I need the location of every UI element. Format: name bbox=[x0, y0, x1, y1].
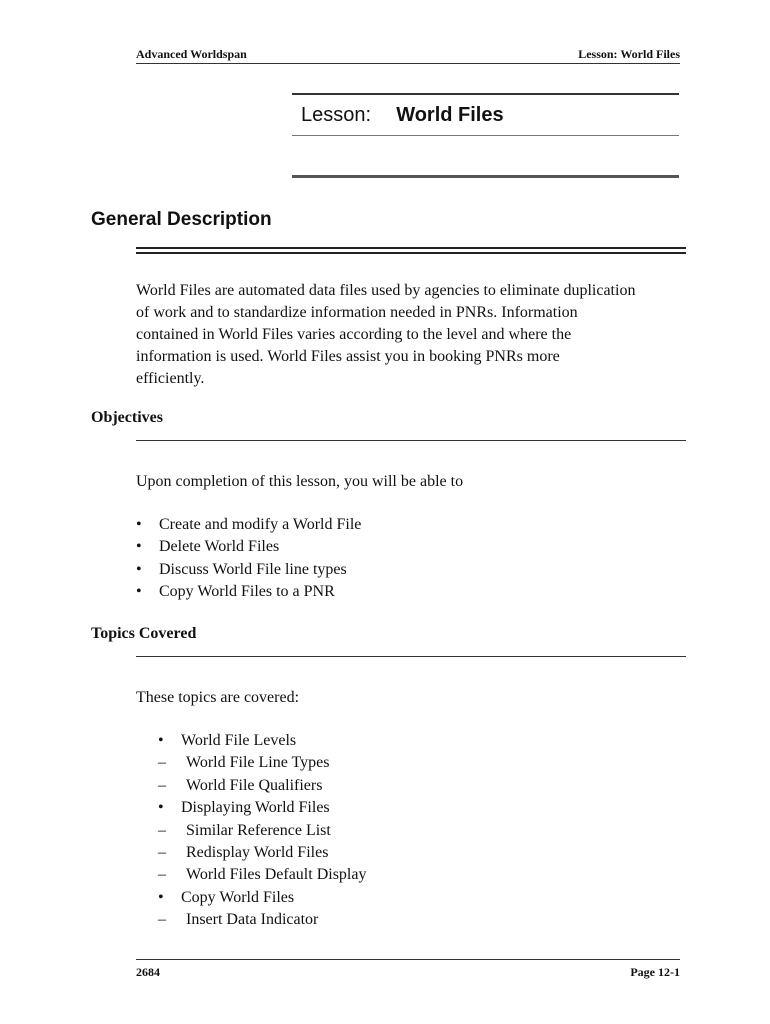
list-item-text: Copy World Files bbox=[181, 888, 295, 906]
lesson-title bbox=[301, 104, 504, 127]
topics-heading: Topics Covered bbox=[91, 625, 197, 642]
bullet-marker: • bbox=[136, 516, 142, 533]
list-item-text: Discuss World File line types bbox=[159, 560, 347, 578]
list-item-text: Delete World Files bbox=[159, 538, 280, 556]
list-item bbox=[158, 797, 558, 819]
bullet-marker: • bbox=[158, 888, 164, 906]
list-item-text: World Files Default Display bbox=[186, 866, 367, 884]
list-item-text: Create and modify a World File bbox=[159, 516, 362, 533]
list-item bbox=[158, 842, 558, 864]
lesson-title-prefix: Lesson: bbox=[301, 104, 372, 126]
list-item bbox=[136, 514, 536, 536]
list-item bbox=[136, 581, 536, 603]
topics-rule bbox=[136, 656, 686, 657]
gd-line: contained in World Files varies according to the level and where the bbox=[136, 326, 572, 343]
list-item bbox=[158, 752, 558, 774]
list-item-text: World File Levels bbox=[181, 732, 297, 749]
objectives-rule bbox=[136, 440, 686, 441]
gd-line: information is used. World Files assist you in booking PNRs more bbox=[136, 348, 560, 365]
objectives-intro: Upon completion of this lesson, you will be able to bbox=[136, 473, 464, 490]
bullet-marker: • bbox=[136, 583, 142, 601]
list-item-text: World File Line Types bbox=[186, 754, 330, 772]
list-item bbox=[158, 820, 558, 842]
header-left: Advanced Worldspan bbox=[136, 47, 247, 61]
list-item bbox=[158, 887, 558, 909]
list-item bbox=[158, 864, 558, 886]
footer-rule bbox=[136, 959, 680, 960]
general-description-heading: General Description bbox=[91, 209, 272, 230]
bullet-marker: • bbox=[158, 799, 164, 817]
gd-line: World Files are automated data files used by agencies to eliminate duplication bbox=[136, 282, 636, 299]
list-item-text: Copy World Files to a PNR bbox=[159, 583, 335, 601]
list-item-text: World File Qualifiers bbox=[186, 776, 323, 794]
list-item bbox=[136, 559, 536, 581]
list-item bbox=[136, 536, 536, 558]
gd-rule-1 bbox=[136, 247, 686, 249]
list-item-text: Similar Reference List bbox=[186, 821, 331, 839]
footer-left: 2684 bbox=[136, 965, 160, 979]
list-item-text: Insert Data Indicator bbox=[186, 911, 319, 929]
list-item bbox=[158, 730, 558, 752]
general-description-body bbox=[136, 280, 696, 390]
topics-intro: These topics are covered: bbox=[136, 689, 300, 706]
bullet-marker: • bbox=[136, 538, 142, 556]
list-item-text: Redisplay World Files bbox=[186, 844, 329, 862]
gd-line: of work and to standardize information needed in PNRs. Information bbox=[136, 304, 578, 321]
title-bottom-rule bbox=[292, 175, 679, 178]
lesson-title-name: World Files bbox=[396, 104, 504, 126]
dash-marker: – bbox=[158, 866, 166, 884]
dash-marker: – bbox=[158, 911, 166, 929]
gd-rule-2 bbox=[136, 252, 686, 254]
footer-right: Page 12-1 bbox=[630, 965, 680, 979]
dash-marker: – bbox=[158, 776, 166, 794]
objectives-heading: Objectives bbox=[91, 409, 163, 426]
dash-marker: – bbox=[158, 844, 166, 862]
gd-line: efficiently. bbox=[136, 370, 205, 387]
list-item bbox=[158, 909, 558, 931]
list-item-text: Displaying World Files bbox=[181, 799, 330, 817]
header-rule bbox=[136, 63, 680, 64]
bullet-marker: • bbox=[136, 560, 142, 578]
topics-list bbox=[158, 730, 558, 932]
title-top-rule bbox=[292, 93, 679, 95]
title-mid-rule bbox=[292, 135, 679, 136]
dash-marker: – bbox=[158, 821, 166, 839]
header-right: Lesson: World Files bbox=[578, 47, 680, 61]
list-item bbox=[158, 775, 558, 797]
dash-marker: – bbox=[158, 754, 166, 772]
bullet-marker: • bbox=[158, 732, 164, 749]
objectives-list bbox=[136, 514, 536, 604]
